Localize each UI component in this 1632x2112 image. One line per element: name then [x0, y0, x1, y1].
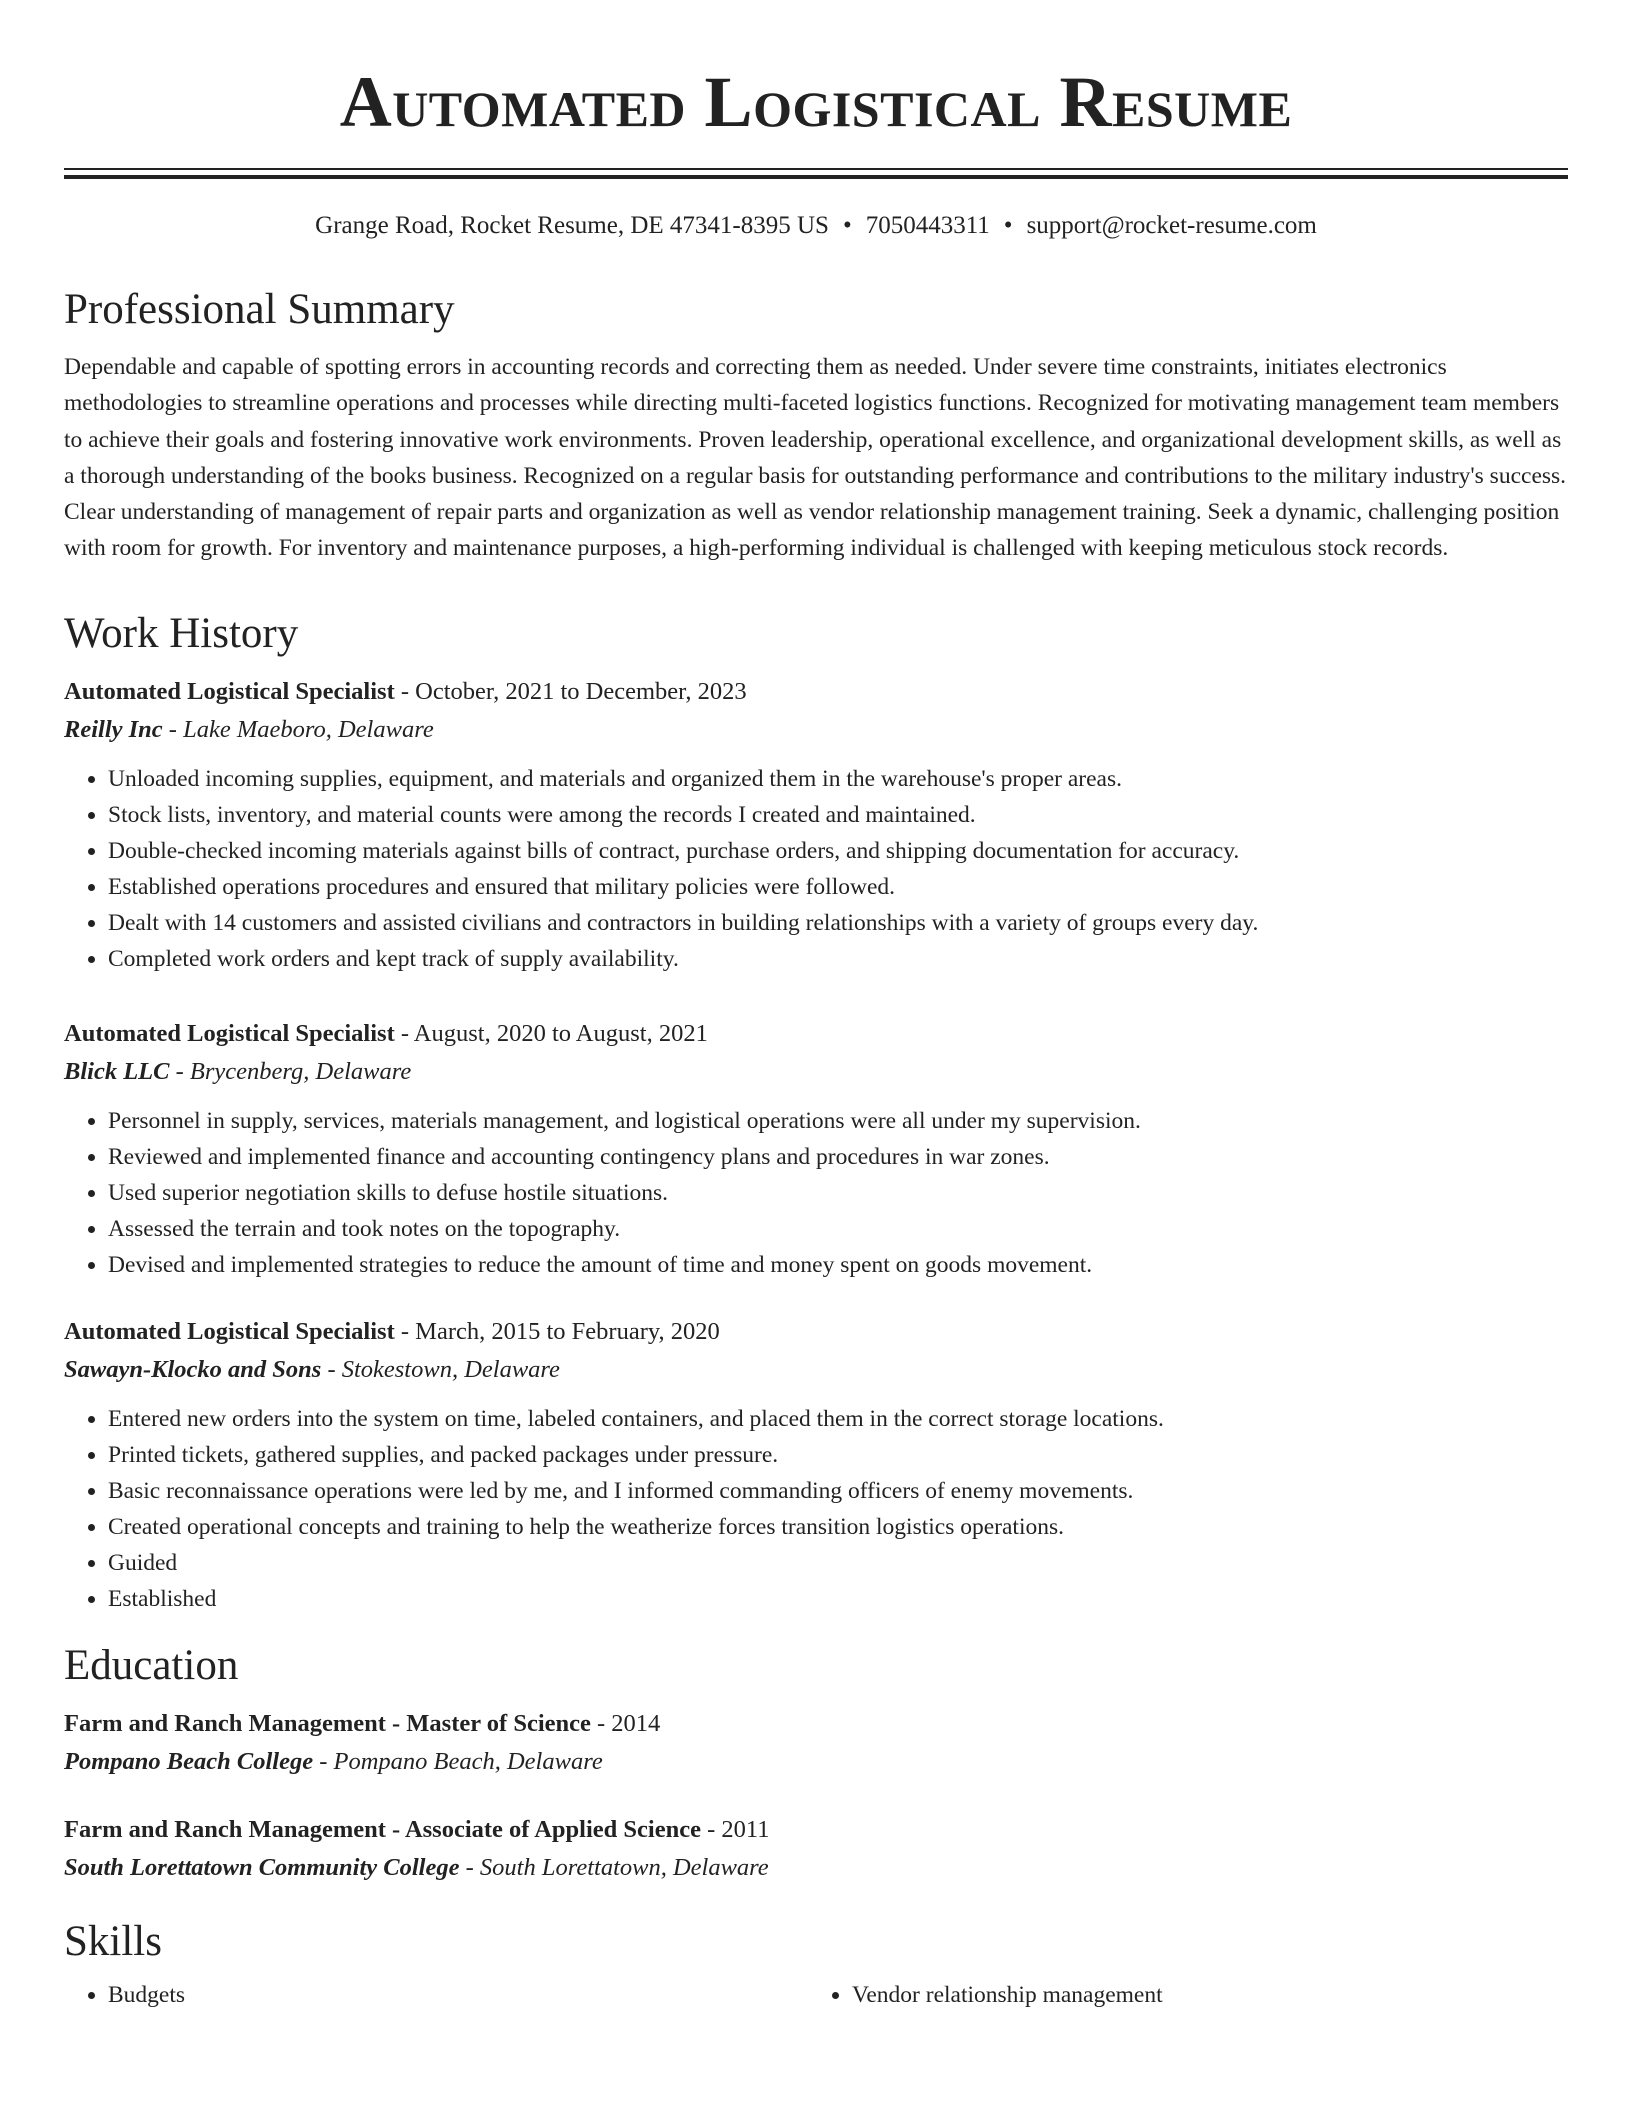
graduation-year: - 2011 — [700, 1815, 770, 1843]
skills-right-column — [808, 1977, 1552, 2013]
education-section — [64, 1641, 1568, 1887]
school-line — [64, 1743, 1568, 1781]
job-dates: - March, 2015 to February, 2020 — [394, 1317, 720, 1345]
list-item: • Unloaded incoming supplies, equipment, and materials and organized them in the warehouse's proper areas. — [108, 761, 1568, 797]
education-entry — [64, 1811, 1568, 1887]
list-item: • Established — [108, 1581, 1568, 1617]
company-name: Sawayn-Klocko and Sons — [64, 1355, 322, 1383]
summary-heading: Professional Summary — [64, 286, 455, 333]
list-item: • Dealt with 14 customers and assisted civilians and contractors in building relationships with a variety of groups every day. — [108, 905, 1568, 941]
skills-left-column — [64, 1977, 808, 2013]
company-location: - Brycenberg, Delaware — [169, 1057, 412, 1085]
school-name: South Lorettatown Community College — [64, 1853, 460, 1881]
list-item: • Reviewed and implemented finance and accounting contingency plans and procedures in war zones. — [108, 1139, 1568, 1175]
contact-separator: • — [1003, 212, 1013, 239]
job-entry — [64, 1015, 1568, 1283]
job-title: Automated Logistical Specialist — [64, 677, 395, 705]
contact-separator: • — [842, 212, 852, 239]
list-item: • Completed work orders and kept track of supply availability. — [108, 941, 1568, 977]
contact-line — [64, 209, 1568, 243]
company-location: - Stokestown, Delaware — [321, 1355, 560, 1383]
job-title-line — [64, 673, 1568, 711]
list-item: • Established operations procedures and ensured that military policies were followed. — [108, 869, 1568, 905]
education-entry — [64, 1705, 1568, 1781]
contact-email: support@rocket-resume.com — [1026, 212, 1317, 239]
degree-line — [64, 1705, 1568, 1743]
degree-line — [64, 1811, 1568, 1849]
job-title: Automated Logistical Specialist — [64, 1317, 395, 1345]
list-item: • Vendor relationship management — [852, 1977, 1552, 2013]
title-divider-thin — [64, 168, 1568, 170]
list-item: • Double-checked incoming materials against bills of contract, purchase orders, and shipping documentation for accuracy. — [108, 833, 1568, 869]
work-history-heading: Work History — [64, 609, 299, 657]
school-name: Pompano Beach College — [64, 1747, 314, 1775]
resume-title: Automated Logistical Resume — [339, 62, 1293, 142]
list-item: • Used superior negotiation skills to defuse hostile situations. — [108, 1175, 1568, 1211]
list-item: • Printed tickets, gathered supplies, and packed packages under pressure. — [108, 1437, 1568, 1473]
list-item: • Devised and implemented strategies to reduce the amount of time and money spent on goods movement. — [108, 1247, 1568, 1283]
list-item: • Assessed the terrain and took notes on the topography. — [108, 1211, 1568, 1247]
degree-name: Farm and Ranch Management - Master of Science — [64, 1709, 591, 1737]
job-title-line — [64, 1313, 1568, 1351]
skills-heading: Skills — [64, 1917, 162, 1965]
job-dates: - August, 2020 to August, 2021 — [394, 1019, 708, 1047]
company-name: Reilly Inc — [64, 715, 163, 743]
company-line — [64, 1053, 1568, 1091]
company-location: - Lake Maeboro, Delaware — [162, 715, 434, 743]
company-line — [64, 711, 1568, 749]
school-location: - South Lorettatown, Delaware — [459, 1853, 769, 1881]
job-title-line — [64, 1015, 1568, 1053]
list-item: • Personnel in supply, services, materials management, and logistical operations were all under my supervision. — [108, 1103, 1568, 1139]
job-title: Automated Logistical Specialist — [64, 1019, 395, 1047]
list-item: • Basic reconnaissance operations were led by me, and I informed commanding officers of enemy movements. — [108, 1473, 1568, 1509]
school-location: - Pompano Beach, Delaware — [313, 1747, 603, 1775]
list-item: • Entered new orders into the system on time, labeled containers, and placed them in the correct storage locations. — [108, 1401, 1568, 1437]
job-bullets — [64, 761, 1568, 977]
work-history-section — [64, 609, 1568, 1617]
job-entry — [64, 673, 1568, 977]
education-heading: Education — [64, 1641, 239, 1689]
job-entry — [64, 1313, 1568, 1617]
skills-columns — [64, 1977, 1568, 2013]
job-dates: - October, 2021 to December, 2023 — [394, 677, 747, 705]
company-line — [64, 1351, 1568, 1389]
degree-name: Farm and Ranch Management - Associate of Applied Science — [64, 1815, 701, 1843]
summary-section — [64, 285, 1568, 567]
skills-section — [64, 1917, 1568, 2013]
company-name: Blick LLC — [64, 1057, 170, 1085]
list-item: • Stock lists, inventory, and material counts were among the records I created and maintained. — [108, 797, 1568, 833]
list-item: • Guided — [108, 1545, 1568, 1581]
job-bullets — [64, 1401, 1568, 1617]
summary-text: Dependable and capable of spotting errors in accounting records and correcting them as needed. Under severe time constraints, initiates electronics methodologies to streamline operations and processes while directing multi-faceted logistics functions. Recognized for motivating management team members to achieve their goals and fostering innovative work environments. Proven leadership, operational excellence, and organizational development skills, as well as a thorough understanding of the books business. Recognized on a regular basis for outstanding performance and contributions to the military industry's success. Clear understanding of management of repair parts and organization as well as vendor relationship management training. Seek a dynamic, challenging position with room for growth. For inventory and maintenance purposes, a high-performing individual is challenged with keeping meticulous stock records. — [64, 354, 1567, 562]
list-item: • Budgets — [108, 1977, 808, 2013]
list-item: • Created operational concepts and training to help the weatherize forces transition logistics operations. — [108, 1509, 1568, 1545]
contact-phone: 7050443311 — [865, 212, 990, 239]
contact-address: Grange Road, Rocket Resume, DE 47341-8395 US — [315, 212, 829, 239]
job-bullets — [64, 1103, 1568, 1283]
title-divider-thick — [64, 175, 1568, 179]
school-line — [64, 1849, 1568, 1887]
graduation-year: - 2014 — [590, 1709, 661, 1737]
